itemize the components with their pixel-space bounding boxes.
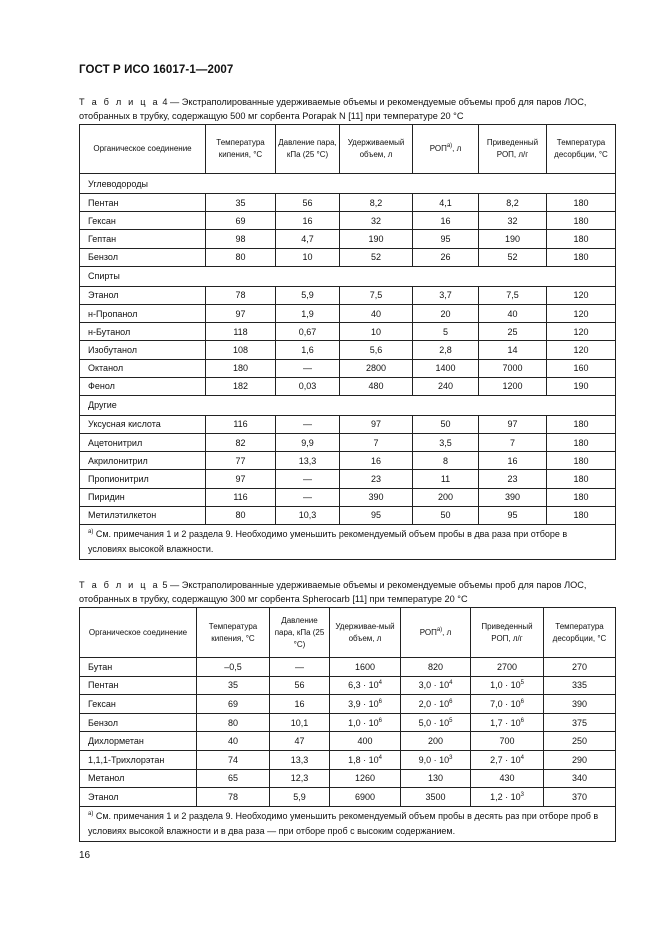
table5-retention-volume-exponent: 4 (378, 680, 382, 687)
table5-retention-volume-exponent: 6 (378, 698, 382, 705)
table4-cell: 95 (340, 506, 413, 524)
table5-retention-volume-exponent: 6 (378, 717, 382, 724)
table5-header-svs (401, 608, 471, 658)
table4-cell: 180 (547, 434, 616, 452)
table5-svs-exponent: 6 (449, 698, 453, 705)
page-number: 16 (79, 850, 91, 861)
table4-cell: 240 (413, 377, 479, 395)
table-row (80, 732, 616, 751)
table5-retention-volume-mantissa: 6,3 · 10 (348, 680, 379, 691)
table-row (80, 676, 616, 695)
table4-cell: 98 (206, 230, 276, 248)
table4-cell: 3,7 (413, 286, 479, 304)
table4-cell: 0,67 (276, 323, 340, 341)
table4-cell: 180 (206, 359, 276, 377)
table5-number: 5 (162, 580, 168, 590)
table5-reduced-svs (471, 676, 544, 695)
table4-compound-name: Этанол (80, 286, 206, 304)
table-row (80, 488, 616, 506)
table5-retention-volume-mantissa: 1,0 · 10 (348, 717, 379, 728)
table4-compound-name: Изобутанол (80, 341, 206, 359)
table4-cell: 0,03 (276, 377, 340, 395)
table5-vapour-pressure: 5,9 (270, 788, 330, 807)
table4-header-retention-volume: Удерживаемый объем, л (340, 125, 413, 174)
table4 (79, 124, 616, 560)
table4-compound-name: Бензол (80, 248, 206, 266)
table4-cell: 26 (413, 248, 479, 266)
table5-desorption-temp: 270 (544, 658, 616, 677)
table-row (80, 695, 616, 714)
table5-retention-volume-mantissa: 6900 (354, 791, 376, 802)
table5-boiling-point: 65 (197, 769, 270, 788)
table4-header-svs-sup: а) (446, 143, 453, 149)
table5-reduced-svs (471, 788, 544, 807)
table4-cell: 390 (479, 488, 547, 506)
table5-svs-mantissa: 200 (427, 736, 444, 747)
table5-desorption-temp: 370 (544, 788, 616, 807)
table4-cell: 120 (547, 304, 616, 322)
table4-cell: 2800 (340, 359, 413, 377)
table5-svs-mantissa: 3,0 · 10 (418, 680, 450, 691)
table4-cell: 1,9 (276, 304, 340, 322)
table5-reduced-svs-mantissa: 2700 (496, 661, 518, 672)
table4-compound-name: Пропионитрил (80, 470, 206, 488)
table4-compound-name: Ацетонитрил (80, 434, 206, 452)
table4-cell: 10 (276, 248, 340, 266)
table5-reduced-svs (471, 750, 544, 769)
table4-group-row (80, 266, 616, 286)
table4-cell: 4,1 (413, 194, 479, 212)
table5-retention-volume-mantissa: 1600 (354, 661, 376, 672)
table4-cell: 4,7 (276, 230, 340, 248)
table4-cell: 180 (547, 488, 616, 506)
table4-cell: 480 (340, 377, 413, 395)
table4-compound-name: н-Пропанол (80, 304, 206, 322)
table5-header-svs-sup: а) (436, 626, 443, 633)
table4-cell: — (276, 488, 340, 506)
table4-compound-name: Уксусная кислота (80, 415, 206, 433)
table5-retention-volume (330, 788, 401, 807)
table4-cell: 8,2 (479, 194, 547, 212)
table4-group-row (80, 174, 616, 194)
table4-cell: 5,9 (276, 286, 340, 304)
table5-svs-mantissa: 2,0 · 10 (418, 698, 450, 709)
table4-compound-name: Метилэтилкетон (80, 506, 206, 524)
table-row (80, 415, 616, 433)
table5-reduced-svs-mantissa: 700 (499, 736, 515, 747)
table5-desorption-temp: 290 (544, 750, 616, 769)
table5-header-vapour-pressure: Давление пара, кПа (25 °С) (270, 608, 330, 658)
table4-cell: 160 (547, 359, 616, 377)
table5-svs (401, 676, 471, 695)
table4-cell: 120 (547, 323, 616, 341)
table5-retention-volume (330, 732, 401, 751)
table5-compound-name: Гексан (80, 695, 197, 714)
table-row (80, 470, 616, 488)
table4-cell: 40 (479, 304, 547, 322)
table4-cell: 78 (206, 286, 276, 304)
table4-cell: 50 (413, 415, 479, 433)
table5-svs (401, 658, 471, 677)
table-row (80, 194, 616, 212)
table4-compound-name: н-Бутанол (80, 323, 206, 341)
table4-cell: 180 (547, 194, 616, 212)
table4-group-title: Другие (80, 395, 616, 415)
table4-cell: 97 (479, 415, 547, 433)
table5-reduced-svs (471, 713, 544, 732)
table5-boiling-point: 74 (197, 750, 270, 769)
table4-cell: 1,6 (276, 341, 340, 359)
table4-cell: 120 (547, 341, 616, 359)
table5-compound-name: Бензол (80, 713, 197, 732)
table4-header-reduced-svs: Приведенный РОП, л/г (479, 125, 547, 174)
table4-cell: 7000 (479, 359, 547, 377)
table4-cell: — (276, 470, 340, 488)
table-row (80, 452, 616, 470)
table5-header-svs-unit: , л (442, 627, 452, 637)
table-row (80, 434, 616, 452)
table5-reduced-svs-mantissa: 1,7 · 10 (490, 717, 521, 728)
table5-note-text: См. примечания 1 и 2 раздела 9. Необходимо уменьшить рекомендуемый объем пробы в десять раз при отборе проб в условиях высокой влажности и в два раза — при отборе проб с высоким содержанием. (88, 810, 599, 836)
table4-cell: 80 (206, 506, 276, 524)
table4-cell: 190 (340, 230, 413, 248)
table5-vapour-pressure: 13,3 (270, 750, 330, 769)
table5-note-sup: а) (88, 810, 94, 817)
table4-cell: 2,8 (413, 341, 479, 359)
table4-header-vapour-pressure: Давление пара, кПа (25 °С) (276, 125, 340, 174)
table4-compound-name: Октанол (80, 359, 206, 377)
table4-cell: 20 (413, 304, 479, 322)
table5-svs-exponent: 4 (449, 680, 453, 687)
table5-reduced-svs-mantissa: 430 (499, 773, 515, 784)
table4-cell: 52 (340, 248, 413, 266)
table5-vapour-pressure: 47 (270, 732, 330, 751)
table5-compound-name: 1,1,1-Трихлорэтан (80, 750, 197, 769)
table4-cell: 180 (547, 452, 616, 470)
table5-retention-volume (330, 695, 401, 714)
table-row (80, 769, 616, 788)
table4-cell: — (276, 359, 340, 377)
table5-desorption-temp: 250 (544, 732, 616, 751)
table4-cell: 180 (547, 230, 616, 248)
table5-note (80, 806, 616, 841)
table4-cell: 1200 (479, 377, 547, 395)
table4-compound-name: Пиридин (80, 488, 206, 506)
table4-compound-name: Гептан (80, 230, 206, 248)
table5-retention-volume-mantissa: 400 (357, 736, 373, 747)
table5-retention-volume (330, 676, 401, 695)
table4-cell: 118 (206, 323, 276, 341)
table4-note-text: См. примечания 1 и 2 раздела 9. Необходимо уменьшить рекомендуемый объем пробы в два раза при отборе в условиях высокой влажности. (88, 529, 568, 554)
table4-cell: 7,5 (479, 286, 547, 304)
table-row (80, 506, 616, 524)
table4-cell: 69 (206, 212, 276, 230)
table-row (80, 341, 616, 359)
table4-cell: 97 (206, 470, 276, 488)
table4-cell: 180 (547, 506, 616, 524)
table4-header-svs-text: РОП (429, 144, 447, 153)
table4-cell: 8,2 (340, 194, 413, 212)
table5-vapour-pressure: 12,3 (270, 769, 330, 788)
table5-reduced-svs-exponent: 6 (520, 717, 524, 724)
table4-body (80, 174, 616, 560)
table4-number: 4 (162, 97, 168, 107)
table5-compound-name: Дихлорметан (80, 732, 197, 751)
table-row (80, 359, 616, 377)
table-row (80, 658, 616, 677)
table4-cell: 56 (276, 194, 340, 212)
table4-cell: 7 (479, 434, 547, 452)
table4-cell: 40 (340, 304, 413, 322)
table5-desorption-temp: 390 (544, 695, 616, 714)
table4-header-boiling-point: Температура кипения, °С (206, 125, 276, 174)
table5-svs-mantissa: 5,0 · 10 (418, 717, 450, 728)
table5-retention-volume-mantissa: 3,9 · 10 (348, 698, 379, 709)
table4-cell: 80 (206, 248, 276, 266)
table4-cell: 1400 (413, 359, 479, 377)
table5-header-boiling-point: Температура кипения, °С (197, 608, 270, 658)
table5-svs (401, 769, 471, 788)
table5-compound-name: Метанол (80, 769, 197, 788)
table4-cell: 182 (206, 377, 276, 395)
table-row (80, 304, 616, 322)
table-row (80, 377, 616, 395)
table5-retention-volume (330, 750, 401, 769)
table-row (80, 286, 616, 304)
table4-cell: 52 (479, 248, 547, 266)
table5-reduced-svs (471, 769, 544, 788)
table4-cell: 9,9 (276, 434, 340, 452)
table5-reduced-svs-exponent: 5 (520, 680, 524, 687)
table4-cell: 180 (547, 415, 616, 433)
table4-cell: 16 (413, 212, 479, 230)
table5-desorption-temp: 340 (544, 769, 616, 788)
table4-note-row (80, 525, 616, 560)
table4-cell: 120 (547, 286, 616, 304)
table-row (80, 788, 616, 807)
table4-cell: — (276, 415, 340, 433)
table4-cell: 97 (206, 304, 276, 322)
table4-compound-name: Гексан (80, 212, 206, 230)
table5-caption-text: — Экстраполированные удерживаемые объемы и рекомендуемые объемы проб для паров ЛОС, отобранных в трубку, содержащую 300 мг сорбента Spherocarb [11] при температуре 20 °С (79, 580, 587, 604)
document-header: ГОСТ Р ИСО 16017-1—2007 (79, 64, 234, 76)
table4-cell: 23 (479, 470, 547, 488)
table5-svs-mantissa: 3500 (425, 791, 446, 802)
table5-header-svs-text: РОП (419, 627, 437, 637)
table5-reduced-svs (471, 732, 544, 751)
table4-cell: 16 (479, 452, 547, 470)
table5-compound-name: Этанол (80, 788, 197, 807)
table5-vapour-pressure: 10,1 (270, 713, 330, 732)
table5-reduced-svs (471, 695, 544, 714)
table4-cell: 32 (340, 212, 413, 230)
table5-retention-volume (330, 713, 401, 732)
table4-cell: 82 (206, 434, 276, 452)
table5-vapour-pressure: 16 (270, 695, 330, 714)
table5-reduced-svs-mantissa: 7,0 · 10 (490, 698, 521, 709)
table5-header-row (80, 608, 616, 658)
table5-svs-mantissa: 9,0 · 10 (418, 754, 450, 765)
table4-compound-name: Фенол (80, 377, 206, 395)
table5-body (80, 658, 616, 842)
table4-label: Т а б л и ц а (79, 97, 160, 107)
table5-retention-volume-mantissa: 1260 (354, 773, 376, 784)
table5-boiling-point: 80 (197, 713, 270, 732)
table5-vapour-pressure: — (270, 658, 330, 677)
table5-retention-volume-exponent: 4 (378, 754, 382, 761)
table5-note-row (80, 806, 616, 841)
table5-header-desorption-temp: Температура десорбции, °С (544, 608, 616, 658)
table-row (80, 750, 616, 769)
table4-header-desorption-temp: Температура десорбции, °С (547, 125, 616, 174)
table4-cell: 10 (340, 323, 413, 341)
table4-compound-name: Акрилонитрил (80, 452, 206, 470)
table4-caption (79, 95, 615, 123)
table4-cell: 180 (547, 248, 616, 266)
table5-reduced-svs-exponent: 4 (520, 754, 524, 761)
table5-header-retention-volume: Удерживае-мый объем, л (330, 608, 401, 658)
table5-desorption-temp: 375 (544, 713, 616, 732)
table5-svs (401, 732, 471, 751)
table4-cell: 25 (479, 323, 547, 341)
table-row (80, 248, 616, 266)
table5-header-reduced-svs: Приведенный РОП, л/г (471, 608, 544, 658)
table5-retention-volume (330, 769, 401, 788)
table5-svs (401, 695, 471, 714)
table5-compound-name: Пентан (80, 676, 197, 695)
table4-cell: 10,3 (276, 506, 340, 524)
table5-svs-exponent: 5 (449, 717, 453, 724)
table4-header-svs-unit: , л (452, 144, 462, 153)
table4-cell: 16 (340, 452, 413, 470)
table4-cell: 7 (340, 434, 413, 452)
table4-cell: 95 (479, 506, 547, 524)
table5-svs (401, 788, 471, 807)
table5 (79, 607, 616, 842)
table4-cell: 13,3 (276, 452, 340, 470)
table5-svs-mantissa: 820 (427, 661, 444, 672)
table5-vapour-pressure: 56 (270, 676, 330, 695)
table4-cell: 23 (340, 470, 413, 488)
table4-cell: 116 (206, 488, 276, 506)
table4-header-row (80, 125, 616, 174)
table4-cell: 77 (206, 452, 276, 470)
table5-header-compound: Органическое соединение (80, 608, 197, 658)
table5-label: Т а б л и ц а (79, 580, 160, 590)
table4-cell: 5 (413, 323, 479, 341)
table4-cell: 180 (547, 470, 616, 488)
table4-cell: 8 (413, 452, 479, 470)
table5-boiling-point: 40 (197, 732, 270, 751)
table5-svs-exponent: 3 (449, 754, 453, 761)
table4-cell: 11 (413, 470, 479, 488)
table4-cell: 190 (547, 377, 616, 395)
table4-cell: 5,6 (340, 341, 413, 359)
table4-cell: 32 (479, 212, 547, 230)
table4-cell: 190 (479, 230, 547, 248)
table5-reduced-svs-mantissa: 1,0 · 10 (490, 680, 521, 691)
table4-cell: 50 (413, 506, 479, 524)
table5-reduced-svs-mantissa: 1,2 · 10 (490, 791, 521, 802)
table5-caption (79, 578, 615, 606)
table4-cell: 14 (479, 341, 547, 359)
table-row (80, 713, 616, 732)
table5-reduced-svs-mantissa: 2,7 · 10 (490, 754, 521, 765)
table5-boiling-point: 69 (197, 695, 270, 714)
table5-retention-volume (330, 658, 401, 677)
table-row (80, 230, 616, 248)
table4-note (80, 525, 616, 560)
table5-boiling-point: 78 (197, 788, 270, 807)
table5-boiling-point: 35 (197, 676, 270, 695)
table4-header-compound: Органическое соединение (80, 125, 206, 174)
table5-retention-volume-mantissa: 1,8 · 10 (348, 754, 379, 765)
table5-compound-name: Бутан (80, 658, 197, 677)
table5-svs-mantissa: 130 (427, 773, 444, 784)
table4-cell: 95 (413, 230, 479, 248)
table5-reduced-svs-exponent: 6 (520, 698, 524, 705)
table-row (80, 212, 616, 230)
table-row (80, 323, 616, 341)
table4-cell: 7,5 (340, 286, 413, 304)
table4-note-sup: а) (88, 529, 94, 535)
table5-reduced-svs-exponent: 3 (520, 791, 524, 798)
table4-cell: 35 (206, 194, 276, 212)
table4-cell: 390 (340, 488, 413, 506)
table4-cell: 97 (340, 415, 413, 433)
table4-header-svs (413, 125, 479, 174)
table5-boiling-point: –0,5 (197, 658, 270, 677)
table4-caption-text: — Экстраполированные удерживаемые объемы и рекомендуемые объемы проб для паров ЛОС, отобранных в трубку, содержащую 500 мг сорбента Porapak N [11] при температуре 20 °С (79, 97, 587, 121)
table4-cell: 16 (276, 212, 340, 230)
table5-reduced-svs (471, 658, 544, 677)
table4-compound-name: Пентан (80, 194, 206, 212)
table5-desorption-temp: 335 (544, 676, 616, 695)
table4-group-title: Спирты (80, 266, 616, 286)
table5-svs (401, 750, 471, 769)
table4-cell: 108 (206, 341, 276, 359)
table4-cell: 116 (206, 415, 276, 433)
table4-cell: 180 (547, 212, 616, 230)
table4-group-row (80, 395, 616, 415)
table4-cell: 3,5 (413, 434, 479, 452)
table4-group-title: Углеводороды (80, 174, 616, 194)
table5-svs (401, 713, 471, 732)
table4-cell: 200 (413, 488, 479, 506)
